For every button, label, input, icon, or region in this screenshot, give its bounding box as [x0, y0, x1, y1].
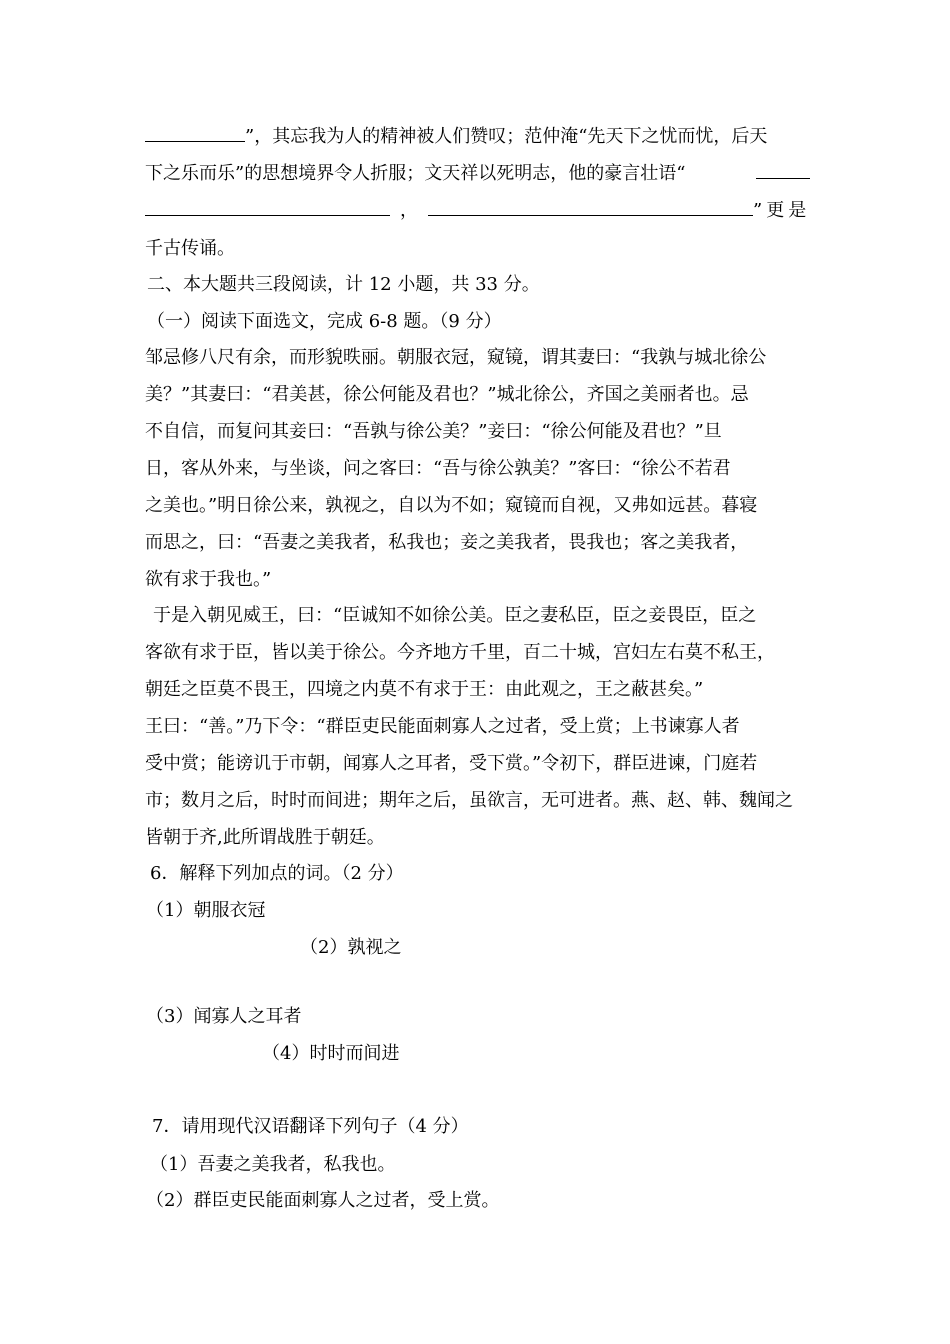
- passage-line: 受中赏；能谤讥于市朝，闻寡人之耳者，受下赏。”令初下，群臣进谏，门庭若: [145, 753, 758, 774]
- fill-in-line-1-text: ”，其忘我为人的精神被人们赞叹；范仲淹“先天下之忧而忧，后天: [245, 126, 768, 147]
- question-6-item-1: （1）朝服衣冠: [146, 900, 266, 921]
- fill-in-line-3-end: ”更是: [753, 200, 811, 221]
- fill-in-line-3: [145, 192, 810, 229]
- question-7-title: 7．请用现代汉语翻译下列句子（4 分）: [152, 1116, 469, 1137]
- fill-in-line-3-comma: ，: [400, 200, 418, 221]
- question-6-title: 6．解释下列加点的词。（2 分）: [150, 863, 404, 884]
- passage-line: 客欲有求于臣，皆以美于徐公。今齐地方千里，百二十城，宫妇左右莫不私王，: [145, 642, 775, 663]
- answer-blank[interactable]: [756, 156, 810, 179]
- question-7-item-1: （1）吾妻之美我者，私我也。: [150, 1154, 396, 1175]
- section-two-heading: 二、本大题共三段阅读，计 12 小题，共 33 分。: [147, 274, 540, 295]
- passage-line: 日，客从外来，与坐谈，问之客曰：“吾与徐公孰美？”客曰：“徐公不若君: [145, 458, 731, 479]
- passage-line: 皆朝于齐,此所谓战胜于朝廷。: [145, 827, 385, 848]
- answer-blank[interactable]: [145, 119, 245, 142]
- question-6-item-3: （3）闻寡人之耳者: [146, 1006, 302, 1027]
- passage-line: 美？”其妻曰：“君美甚，徐公何能及君也？”城北徐公，齐国之美丽者也。忌: [145, 384, 749, 405]
- fill-in-line-4: 千古传诵。: [145, 238, 235, 259]
- passage-line: 市；数月之后，时时而间进；期年之后，虽欲言，无可进者。燕、赵、韩、魏闻之: [145, 790, 793, 811]
- answer-blank[interactable]: [145, 193, 390, 216]
- fill-in-line-2: [145, 155, 810, 192]
- question-6-item-2: （2）孰视之: [300, 937, 402, 958]
- passage-line: 邹忌修八尺有余，而形貌昳丽。朝服衣冠，窥镜，谓其妻曰：“我孰与城北徐公: [145, 347, 767, 368]
- passage-line: 而思之，曰：“吾妻之美我者，私我也；妾之美我者，畏我也；客之美我者，: [145, 532, 749, 553]
- passage-line: 不自信，而复问其妾曰：“吾孰与徐公美？”妾曰：“徐公何能及君也？”旦: [145, 421, 722, 442]
- question-6-item-4: （4）时时而间进: [262, 1043, 400, 1064]
- question-7-item-2: （2）群臣吏民能面刺寡人之过者，受上赏。: [146, 1190, 500, 1211]
- fill-in-line-1: [145, 118, 810, 155]
- passage-line: 于是入朝见威王，曰：“臣诚知不如徐公美。臣之妻私臣，臣之妾畏臣，臣之: [153, 605, 757, 626]
- passage-line: 欲有求于我也。”: [145, 569, 272, 590]
- passage-line: 之美也。”明日徐公来，孰视之，自以为不如；窥镜而自视，又弗如远甚。暮寝: [145, 495, 758, 516]
- passage-line: 朝廷之臣莫不畏王，四境之内莫不有求于王：由此观之，王之蔽甚矣。”: [145, 679, 704, 700]
- part-one-heading: （一）阅读下面选文，完成 6-8 题。（9 分）: [147, 311, 502, 332]
- fill-in-line-2-text: 下之乐而乐”的思想境界令人折服；文天祥以死明志，他的豪言壮语“: [145, 163, 686, 184]
- passage-line: 王曰：“善。”乃下令：“群臣吏民能面刺寡人之过者，受上赏；上书谏寡人者: [145, 716, 740, 737]
- answer-blank[interactable]: [428, 193, 753, 216]
